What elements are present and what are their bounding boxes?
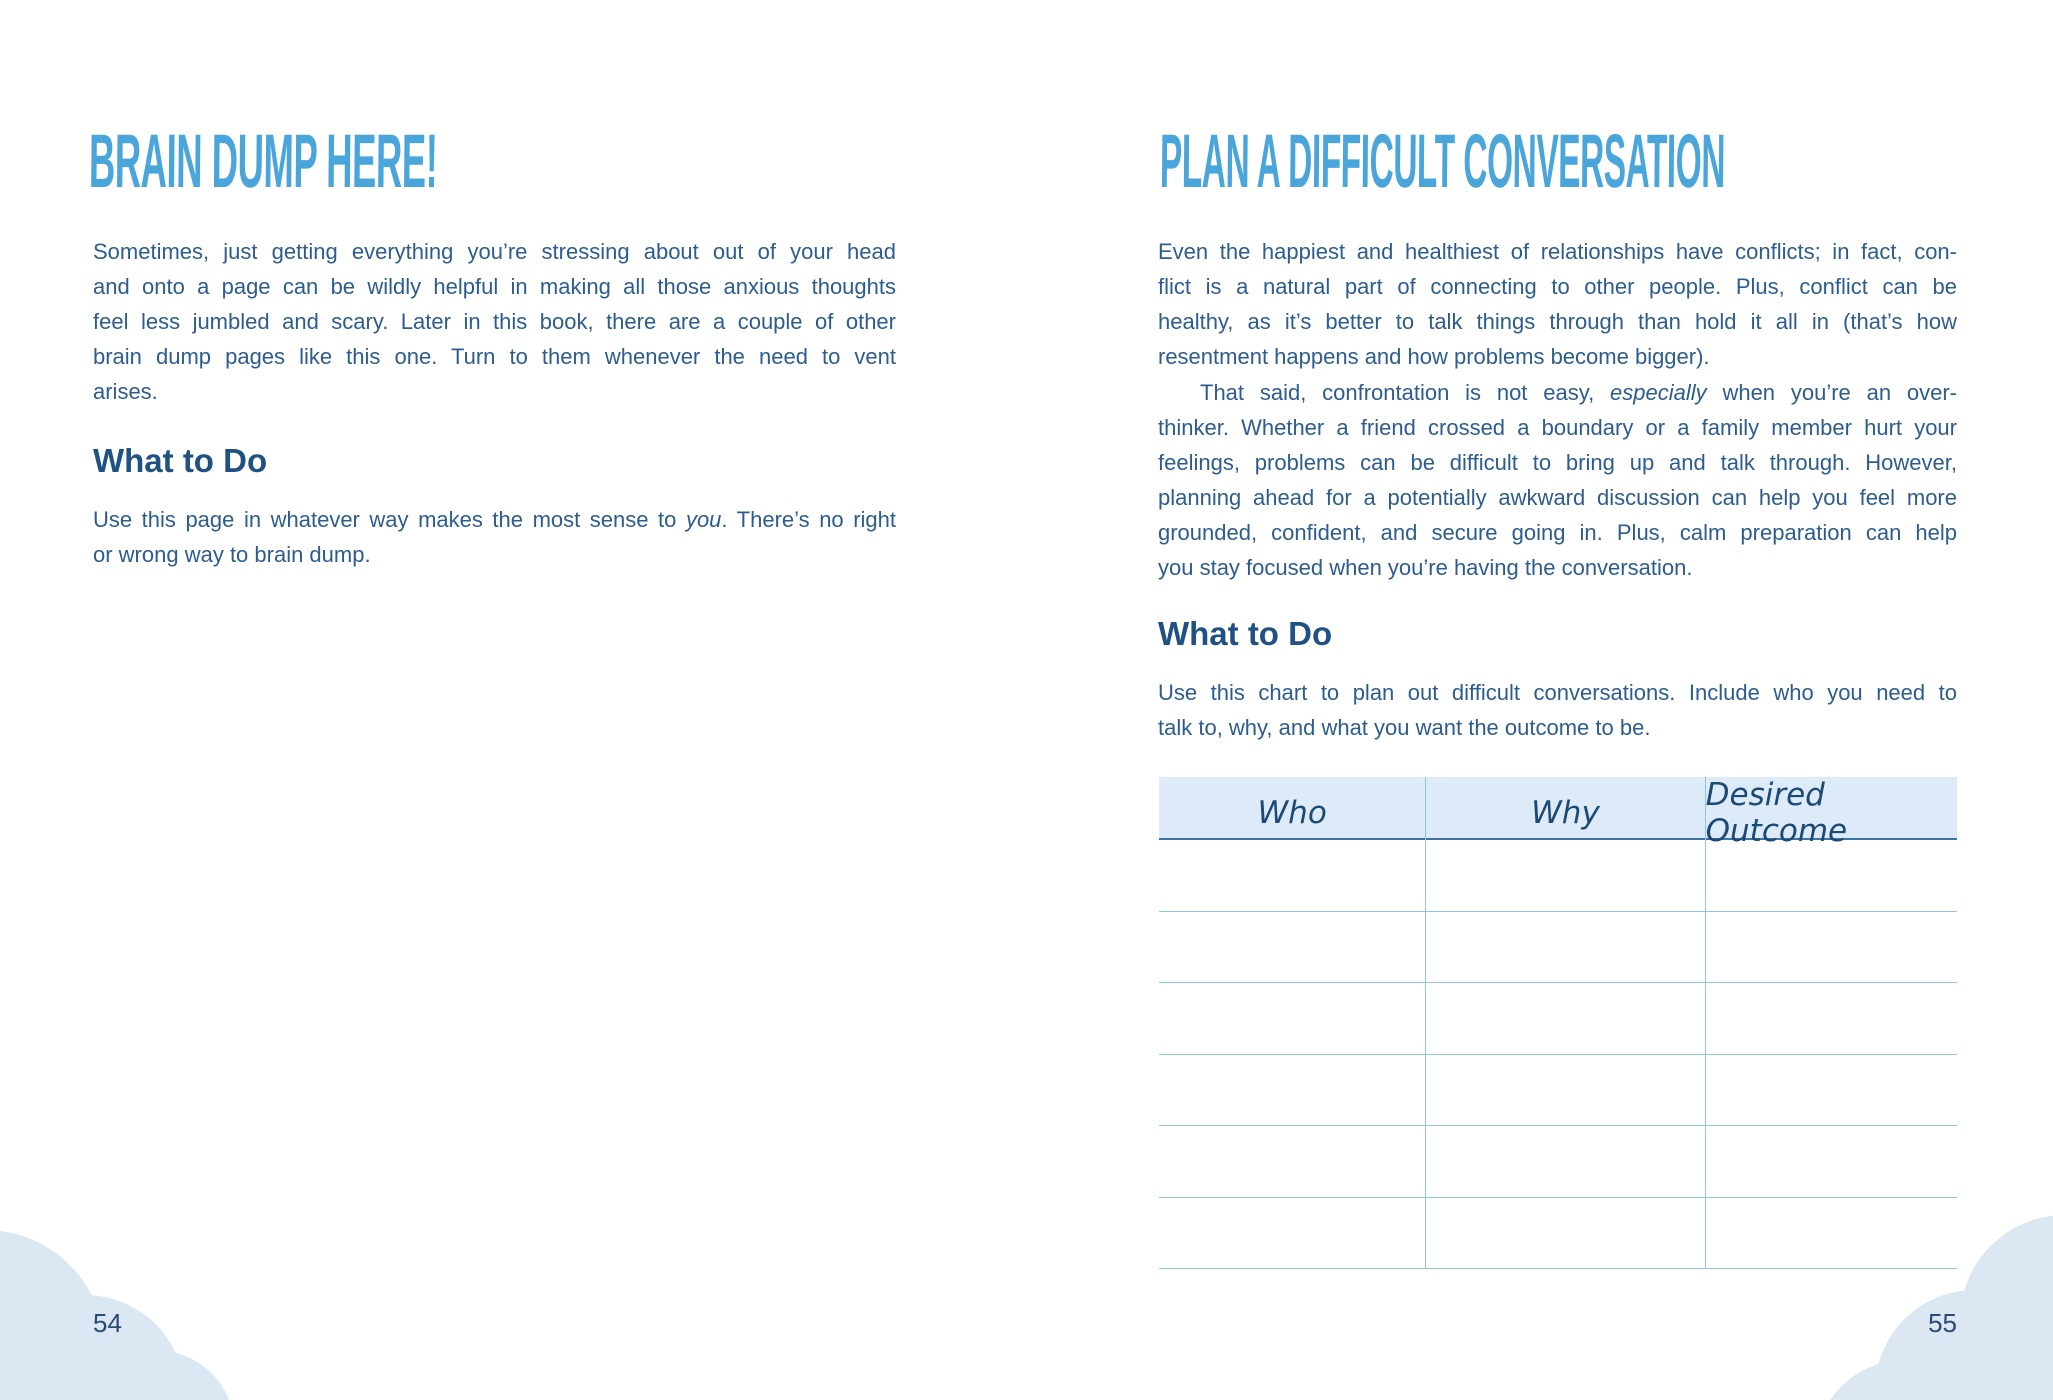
- table-cell-row5-col1[interactable]: [1159, 1126, 1426, 1198]
- table-cell-row2-col1[interactable]: [1159, 912, 1426, 984]
- text-segment: . There’s no right: [721, 507, 897, 532]
- right-intro-paragraph: [1158, 234, 1957, 374]
- emphasized-text: especially: [1610, 380, 1707, 405]
- text-line: [1158, 234, 1957, 269]
- text-line: [93, 269, 896, 304]
- table-cell-row3-col2[interactable]: [1426, 983, 1705, 1055]
- page-number-left: 54: [93, 1308, 122, 1338]
- text-segment: Sometimes, just getting everything you’re stressing about out of your head: [93, 239, 896, 264]
- text-segment: healthy, as it’s better to talk things through than hold it all in (that’s how: [1158, 309, 1957, 334]
- conversation-table: [1159, 777, 1957, 1269]
- table-cell-row1-col1[interactable]: [1159, 840, 1426, 912]
- text-segment: Use this chart to plan out difficult conversations. Include who you need to: [1158, 680, 1957, 705]
- table-cell-row1-col3[interactable]: [1706, 840, 1957, 912]
- page-title-right: [1160, 116, 2053, 208]
- table-cell-row3-col1[interactable]: [1159, 983, 1426, 1055]
- table-cell-row5-col2[interactable]: [1426, 1126, 1705, 1198]
- conversation-table-body: [1159, 840, 1957, 1269]
- table-cell-row2-col3[interactable]: [1706, 912, 1957, 984]
- text-line: [1158, 269, 1957, 304]
- text-line: [1158, 445, 1957, 480]
- text-segment: and onto a page can be wildly helpful in making all those anxious thoughts: [93, 274, 896, 299]
- text-segment: when you’re an over-: [1706, 380, 1957, 405]
- text-segment: That said, confrontation is not easy,: [1200, 380, 1611, 405]
- page-title-left: [89, 116, 815, 208]
- column-header-why: Why: [1426, 777, 1705, 849]
- right-instructions-paragraph: [1158, 675, 1957, 745]
- text-segment: feel less jumbled and scary. Later in this book, there are a couple of other: [93, 309, 896, 334]
- column-header-desired-outcome: Desired Outcome: [1705, 777, 1848, 849]
- table-cell-row1-col2[interactable]: [1426, 840, 1705, 912]
- text-segment: feelings, problems can be difficult to bring up and talk through. However,: [1158, 450, 1957, 475]
- text-line: [1158, 339, 1957, 374]
- table-cell-row4-col3[interactable]: [1706, 1055, 1957, 1127]
- right-what-to-do-heading: What to Do: [1158, 615, 1333, 652]
- text-segment: grounded, confident, and secure going in. Plus, calm preparation can help: [1158, 520, 1957, 545]
- text-segment: talk to, why, and what you want the outcome to be.: [1158, 715, 1651, 740]
- left-what-to-do-heading: What to Do: [93, 442, 268, 479]
- text-line: [93, 304, 896, 339]
- text-line: [1158, 410, 1957, 445]
- table-cell-row6-col3[interactable]: [1706, 1198, 1957, 1270]
- page-title-left-text: BRAIN DUMP HERE!: [88, 119, 438, 204]
- column-header-who: Who: [1159, 777, 1426, 849]
- left-intro-paragraph: [93, 234, 896, 409]
- text-line: [1158, 710, 1957, 745]
- left-instructions-paragraph: [93, 502, 896, 572]
- table-cell-row5-col3[interactable]: [1706, 1126, 1957, 1198]
- emphasized-text: you: [685, 507, 722, 532]
- text-segment: you stay focused when you’re having the conversation.: [1158, 555, 1693, 580]
- conversation-table-header: [1159, 777, 1957, 849]
- page-title-right-text: PLAN A DIFFICULT CONVERSATION: [1159, 119, 1726, 204]
- table-cell-row2-col2[interactable]: [1426, 912, 1705, 984]
- text-line: [93, 502, 896, 537]
- text-segment: resentment happens and how problems become bigger).: [1158, 344, 1710, 369]
- table-cell-row6-col1[interactable]: [1159, 1198, 1426, 1270]
- text-line: [1158, 480, 1957, 515]
- table-cell-row3-col3[interactable]: [1706, 983, 1957, 1055]
- text-segment: or wrong way to brain dump.: [93, 542, 371, 567]
- text-segment: flict is a natural part of connecting to other people. Plus, conflict can be: [1158, 274, 1957, 299]
- text-line: [1158, 550, 1957, 585]
- text-line: [1158, 515, 1957, 550]
- text-line: [93, 374, 896, 409]
- page-number-right: 55: [1928, 1308, 1957, 1338]
- table-cell-row4-col1[interactable]: [1159, 1055, 1426, 1127]
- text-line: [1158, 675, 1957, 710]
- text-segment: planning ahead for a potentially awkward discussion can help you feel more: [1158, 485, 1957, 510]
- text-line: [93, 339, 896, 374]
- text-segment: Even the happiest and healthiest of relationships have conflicts; in fact, con-: [1158, 239, 1957, 264]
- text-segment: Use this page in whatever way makes the most sense to: [93, 507, 686, 532]
- text-segment: brain dump pages like this one. Turn to them whenever the need to vent: [93, 344, 896, 369]
- text-line: [1158, 375, 1957, 410]
- text-line: [93, 537, 896, 572]
- text-line: [1158, 304, 1957, 339]
- table-cell-row6-col2[interactable]: [1426, 1198, 1705, 1270]
- text-segment: arises.: [93, 379, 158, 404]
- text-line: [93, 234, 896, 269]
- table-cell-row4-col2[interactable]: [1426, 1055, 1705, 1127]
- right-second-paragraph: [1158, 375, 1957, 585]
- text-segment: thinker. Whether a friend crossed a boundary or a family member hurt your: [1158, 415, 1957, 440]
